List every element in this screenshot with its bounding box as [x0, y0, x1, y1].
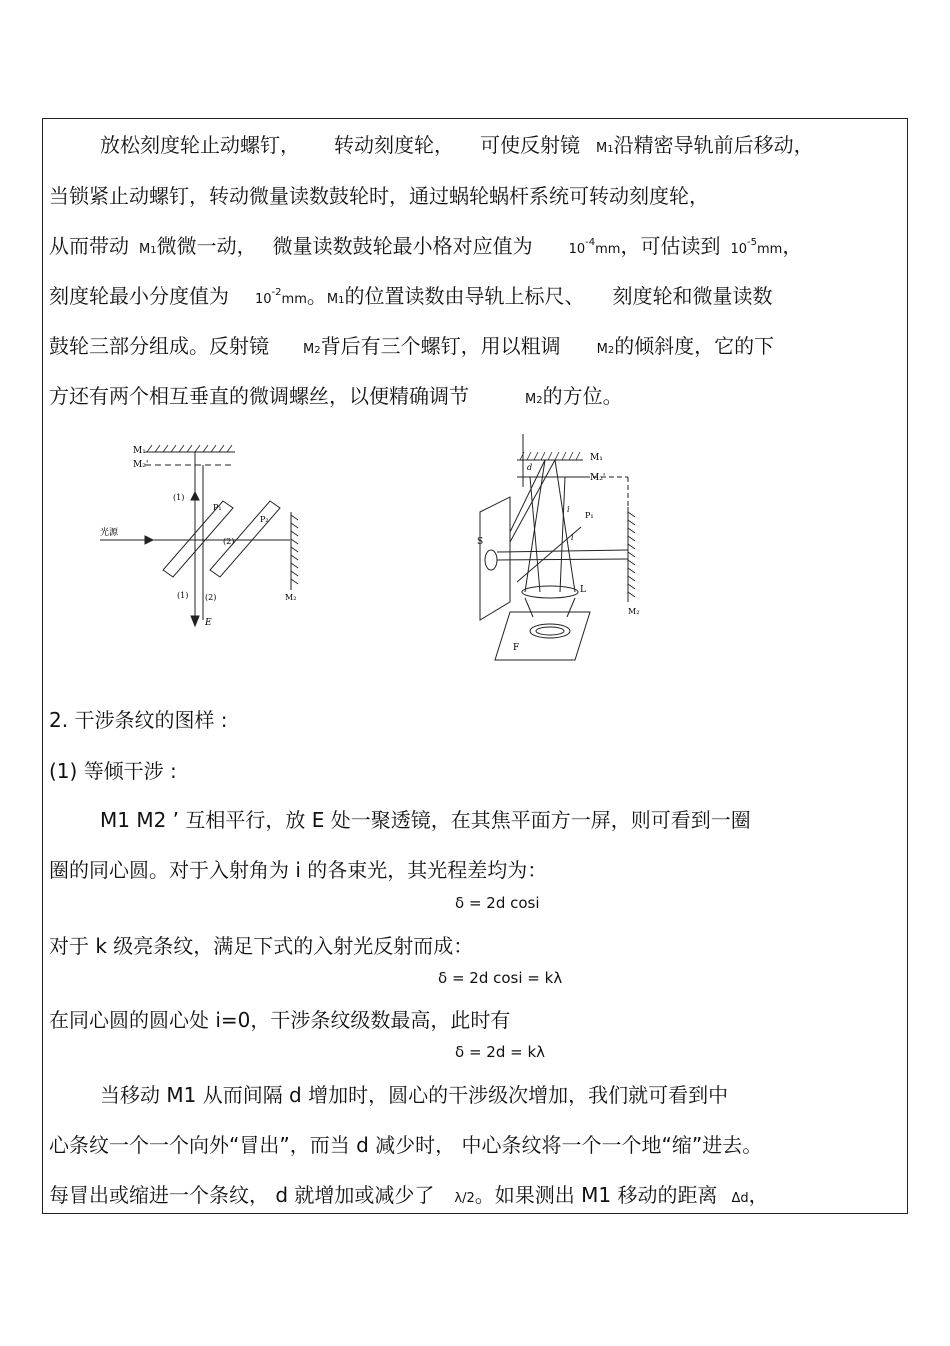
michelson-schematic-diagram	[95, 440, 315, 635]
para2-line2: 圈的同心圆。对于入射角为 i 的各束光，其光程差均为：	[49, 858, 548, 882]
fig2-f-label: F	[513, 643, 520, 653]
section-heading: 2. 干涉条纹的图样 :	[49, 708, 228, 732]
equation-2: δ = 2d cosi = kλ	[438, 969, 563, 987]
fig1-m2-label: M₂	[285, 593, 297, 602]
equation-3: δ = 2d = kλ	[455, 1043, 546, 1061]
fig1-e-label: E	[205, 618, 212, 628]
fig2-m1-label: M₁	[590, 453, 603, 463]
fig2-m2p-label: M₂'	[590, 473, 606, 483]
fig2-p1-label: P₁	[585, 511, 594, 520]
para5-line3: 每冒出或缩进一个条纹， d 就增加或减少了 λ/2。如果测出 M1 移动的距离 Δd，	[49, 1183, 769, 1207]
para1-line6: 方还有两个相互垂直的微调螺丝，以便精确调节 M2的方位。	[49, 384, 623, 408]
fig2-m2-label: M₂	[628, 607, 640, 616]
para4: 在同心圆的圆心处 i=0，干涉条纹级数最高，此时有	[49, 1008, 511, 1032]
para3: 对于 k 级亮条纹，满足下式的入射光反射而成：	[49, 934, 474, 958]
equation-1: δ = 2d cosi	[455, 894, 540, 912]
para5-line1: 当移动 M1 从而间隔 d 增加时，圆心的干涉级次增加，我们就可看到中	[100, 1083, 729, 1107]
para2-line1: M1 M2 ’ 互相平行，放 E 处一聚透镜，在其焦平面方一屏，则可看到一圈	[100, 808, 751, 832]
fig1-beam1b-label: (1)	[177, 591, 189, 600]
lambda-half: λ/2	[454, 1191, 475, 1206]
fig2-d-label: d	[527, 463, 533, 472]
para5-line2: 心条纹一个一个向外“冒出”，而当 d 减少时， 中心条纹将一个一个地“缩”进去。	[49, 1133, 763, 1157]
para1-line5: 鼓轮三部分组成。反射镜 M2背后有三个螺钉，用以粗调 M2的倾斜度，它的下	[49, 334, 775, 358]
para1-line3: 从而带动 M1微微一动， 微量读数鼓轮最小格对应值为 $10^{-4}mm$，可估读到 $10^{-5}mm$，	[49, 234, 803, 258]
fig1-source-label: 光源	[100, 528, 119, 538]
fig2-i1-label: i	[567, 505, 570, 514]
delta-d: Δd	[731, 1191, 749, 1206]
fig1-beam1-label: (1)	[173, 493, 185, 502]
fig1-p1-label: P₁	[213, 503, 222, 512]
fig1-beam2b-label: (2)	[205, 593, 217, 602]
subsection-heading: (1) 等倾干涉 :	[49, 759, 177, 783]
para1-line1: 放松刻度轮止动螺钉， 转动刻度轮， 可使反射镜 M1沿精密导轨前后移动，	[100, 133, 814, 157]
equal-inclination-diagram	[465, 432, 660, 662]
fig1-p2-label: P₂	[260, 515, 269, 524]
fig2-i2-label: i	[571, 533, 574, 542]
fig2-s-label: S	[477, 537, 484, 547]
m1-symbol: M	[596, 141, 608, 156]
para1-line4: 刻度轮最小分度值为 $10^{-2}mm$。M1的位置读数由导轨上标尺、 刻度轮和微量读数	[49, 284, 773, 308]
fig1-m2p-label: M₂'	[133, 460, 149, 470]
fig1-beam2-label: (2)	[223, 537, 235, 546]
fig1-m1-label: M₁	[133, 446, 146, 456]
para1-line2: 当锁紧止动螺钉，转动微量读数鼓轮时，通过蜗轮蜗杆系统可转动刻度轮，	[49, 184, 709, 208]
fig2-l-label: L	[580, 585, 586, 595]
